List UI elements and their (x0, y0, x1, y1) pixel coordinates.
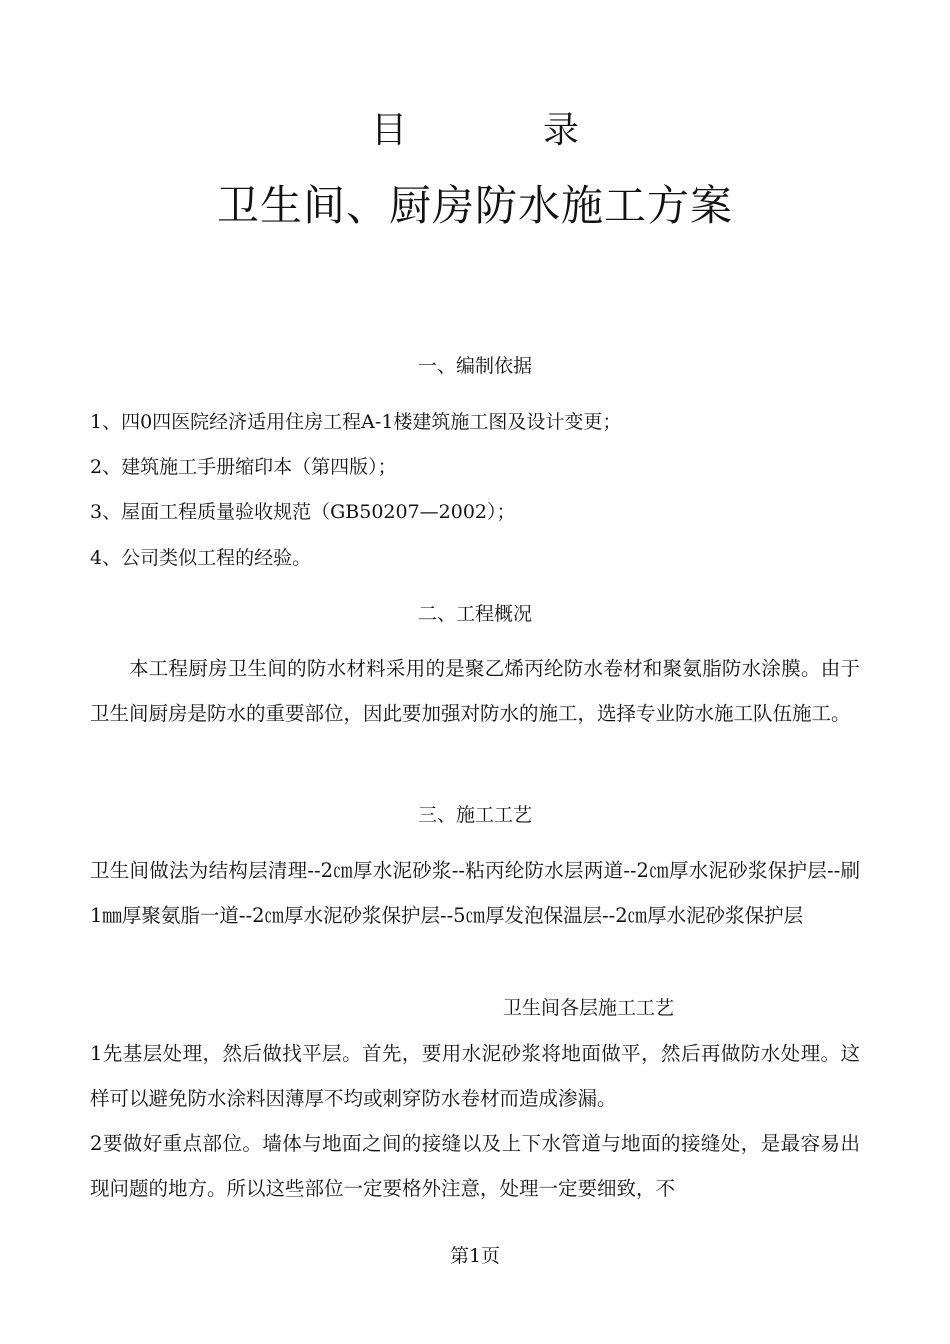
section-heading-overview: 二、工程概况 (417, 603, 532, 625)
section-heading-basis: 一、编制依据 (417, 355, 532, 377)
process-step-2: 2要做好重点部位。墙体与地面之间的接缝以及上下水管道与地面的接缝处，是最容易出现问题的地方。所以这些部位一定要格外注意，处理一定要细致，不 (90, 1132, 860, 1200)
document-title: 卫生间、厨房防水施工方案 (216, 181, 733, 230)
basis-item-2: 2、建筑施工手册缩印本（第四版）； (90, 456, 397, 478)
process-paragraph: 卫生间做法为结构层清理--2㎝厚水泥砂浆--粘丙纶防水层两道--2㎝厚水泥砂浆保护层--刷1㎜厚聚氨脂一道--2㎝厚水泥砂浆保护层--5㎝厚发泡保温层--2㎝厚水泥砂浆保护层 (90, 859, 860, 927)
process-subheading: 卫生间各层施工工艺 (503, 997, 675, 1019)
process-step-1: 1先基层处理，然后做找平层。首先，要用水泥砂浆将地面做平，然后再做防水处理。这样可以避免防水涂料因薄厚不均或刺穿防水卷材而造成渗漏。 (90, 1042, 860, 1110)
page-number: 第1页 (449, 1245, 501, 1267)
basis-item-3: 3、屋面工程质量验收规范（GB50207—2002）； (90, 501, 516, 523)
toc-heading: 目 录 (370, 110, 629, 151)
overview-paragraph: 本工程厨房卫生间的防水材料采用的是聚乙烯丙纶防水卷材和聚氨脂防水涂膜。由于卫生间厨房是防水的重要部位，因此要加强对防水的施工，选择专业防水施工队伍施工。 (90, 657, 860, 725)
basis-item-1: 1、四0四医院经济适用住房工程A-1楼建筑施工图及设计变更； (90, 411, 622, 433)
section-heading-process: 三、施工工艺 (417, 804, 532, 826)
basis-item-4: 4、公司类似工程的经验。 (90, 547, 312, 569)
